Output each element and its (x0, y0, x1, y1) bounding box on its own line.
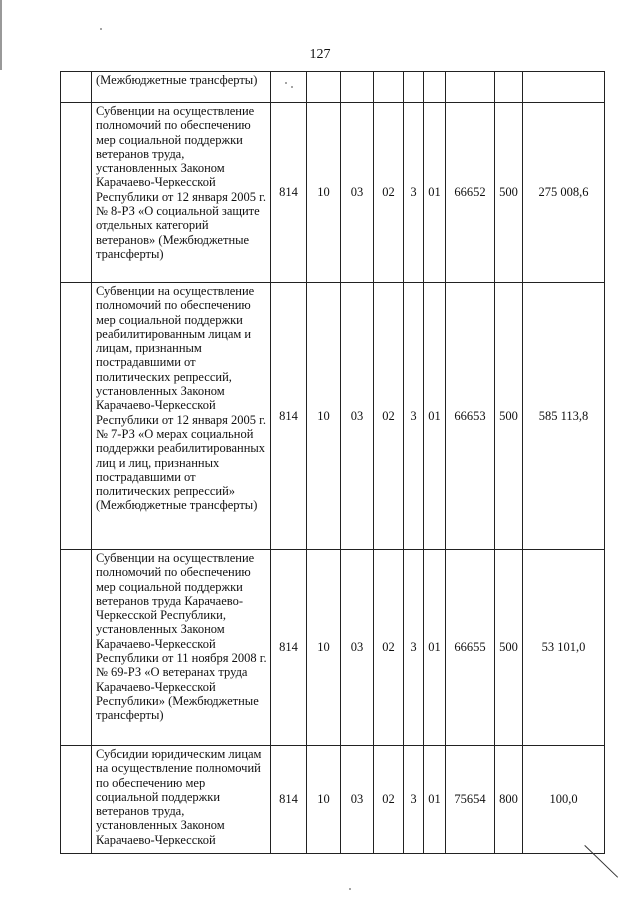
cell-ministry: 814 (271, 550, 307, 746)
cell-ministry: 814 (271, 746, 307, 854)
cell-subprogram: 3 (404, 283, 424, 550)
cell-subprogram: 3 (404, 103, 424, 283)
cell-ministry: 814 (271, 283, 307, 550)
cell-subprogram: 3 (404, 550, 424, 746)
scan-speck (285, 82, 287, 84)
cell-description: Субсидии юридическим лицам на осуществление полномочий по обеспечению мер социальной поддержки ветеранов труда, установленных Законом Карачаево-Черкесской (92, 746, 271, 854)
cell-event (424, 72, 446, 103)
cell-ministry (271, 72, 307, 103)
cell-description: Субвенции на осуществление полномочий по обеспечению мер социальной поддержки ветеранов труда, установленных Законом Карачаево-Черкесской Республики от 12 января 2005 г. № 8-РЗ «О социальной защите отдельных категорий ветеранов» (Межбюджетные трансферты) (92, 103, 271, 283)
cell-event: 01 (424, 550, 446, 746)
table-row (61, 550, 605, 746)
cell-section: 10 (307, 103, 341, 283)
cell-expense-type: 800 (495, 746, 523, 854)
cell-program: 02 (374, 103, 404, 283)
cell-program (374, 72, 404, 103)
cell-direction: 75654 (446, 746, 495, 854)
scan-speck (100, 28, 102, 30)
row-blank-cell (61, 550, 92, 746)
cell-section: 10 (307, 746, 341, 854)
cell-direction: 66652 (446, 103, 495, 283)
budget-table-body (61, 72, 605, 854)
table-row (61, 72, 605, 103)
cell-program: 02 (374, 550, 404, 746)
cell-section (307, 72, 341, 103)
table-row (61, 103, 605, 283)
cell-program: 02 (374, 283, 404, 550)
budget-table (60, 71, 605, 854)
cell-program: 02 (374, 746, 404, 854)
table-row (61, 283, 605, 550)
cell-subsection: 03 (341, 283, 374, 550)
cell-amount: 585 113,8 (523, 283, 605, 550)
cell-subprogram (404, 72, 424, 103)
cell-direction (446, 72, 495, 103)
scan-speck (349, 888, 351, 890)
cell-direction: 66655 (446, 550, 495, 746)
cell-description: Субвенции на осуществление полномочий по обеспечению мер социальной поддержки реабилитированным лицам и лицам, признанным пострадавшими от политических репрессий, установленных Законом Карачаево-Черкесской Республики от 12 января 2005 г. № 7-РЗ «О мерах социальной поддержки реабилитированных лиц и лиц, признанных пострадавшими от политических репрессий» (Межбюджетные трансферты) (92, 283, 271, 550)
cell-event: 01 (424, 283, 446, 550)
row-blank-cell (61, 103, 92, 283)
cell-subsection: 03 (341, 550, 374, 746)
row-blank-cell (61, 746, 92, 854)
page-number: 127 (309, 47, 331, 62)
cell-subsection: 03 (341, 746, 374, 854)
cell-ministry: 814 (271, 103, 307, 283)
cell-amount: 53 101,0 (523, 550, 605, 746)
cell-event: 01 (424, 103, 446, 283)
cell-amount: 275 008,6 (523, 103, 605, 283)
cell-expense-type: 500 (495, 103, 523, 283)
cell-amount (523, 72, 605, 103)
row-blank-cell (61, 283, 92, 550)
cell-amount: 100,0 (523, 746, 605, 854)
row-blank-cell (61, 72, 92, 103)
scan-speck (291, 86, 293, 88)
cell-subprogram: 3 (404, 746, 424, 854)
cell-subsection: 03 (341, 103, 374, 283)
cell-subsection (341, 72, 374, 103)
table-row (61, 746, 605, 854)
cell-description: Субвенции на осуществление полномочий по обеспечению мер социальной поддержки ветеранов труда Карачаево-Черкесской Республики, установленных Законом Карачаево-Черкесской Республики от 11 ноября 2008 г. № 69-РЗ «О ветеранах труда Карачаево-Черкесской Республики» (Межбюджетные трансферты) (92, 550, 271, 746)
cell-direction: 66653 (446, 283, 495, 550)
cell-expense-type: 500 (495, 550, 523, 746)
cell-description: (Межбюджетные трансферты) (92, 72, 271, 103)
cell-expense-type: 500 (495, 283, 523, 550)
cell-event: 01 (424, 746, 446, 854)
cell-expense-type (495, 72, 523, 103)
cell-section: 10 (307, 283, 341, 550)
cell-section: 10 (307, 550, 341, 746)
